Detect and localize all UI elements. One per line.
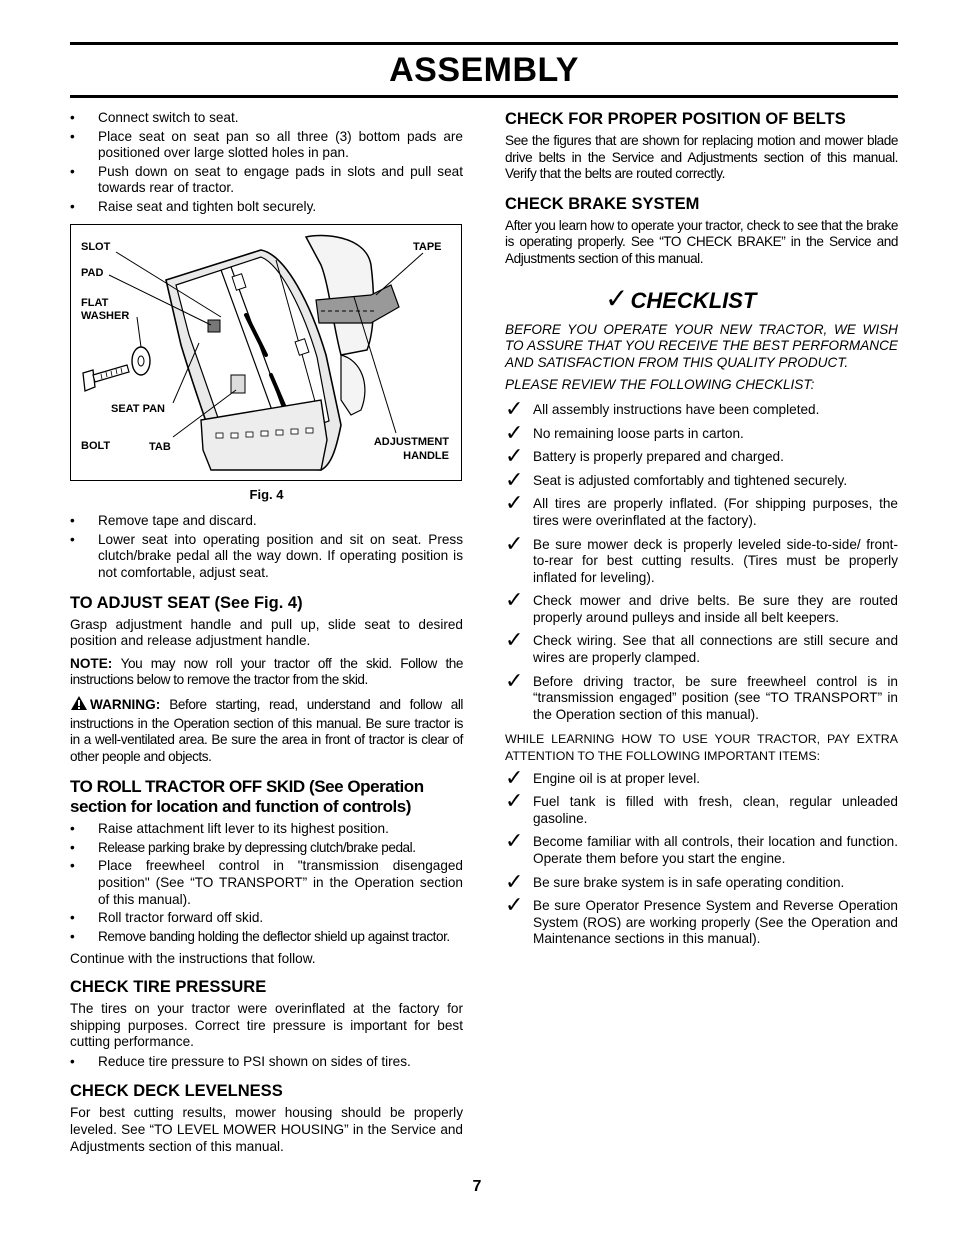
continue-text: Continue with the instructions that follow.	[70, 951, 316, 967]
checklist-item-text: Be sure Operator Presence System and Reverse Operation System (ROS) are working properly (See the Operation and Maintenance sections in this manual).	[533, 898, 898, 947]
adjust-seat-heading: TO ADJUST SEAT (See Fig. 4)	[70, 593, 303, 612]
roll-tractor-heading: TO ROLL TRACTOR OFF SKID (See Operation section for location and function of controls)	[70, 777, 424, 817]
brake-heading: CHECK BRAKE SYSTEM	[505, 194, 700, 213]
checkmark-icon: ✓	[505, 466, 524, 492]
note-paragraph	[70, 656, 463, 689]
list-item: • Roll tractor forward off skid.	[70, 910, 463, 927]
checklist-item	[505, 764, 898, 790]
note-label: NOTE:	[70, 655, 113, 671]
list-item: • Reduce tire pressure to PSI shown on sides of tires.	[70, 1054, 463, 1071]
checklist-item	[505, 395, 898, 421]
figure-caption: Fig. 4	[249, 486, 284, 502]
checklist-item-text: All assembly instructions have been completed.	[533, 401, 820, 417]
list-item: • Release parking brake by depressing clutch/brake pedal.	[70, 840, 463, 857]
deck-levelness-heading: CHECK DECK LEVELNESS	[70, 1082, 283, 1101]
checklist-review: PLEASE REVIEW THE FOLLOWING CHECKLIST:	[505, 377, 815, 393]
belts-text: See the figures that are shown for replacing motion and mower blade drive belts in the Service and Adjustments section of this manual. Verify that the belts are routed correctly.	[505, 133, 898, 182]
roll-tractor-list	[70, 821, 463, 945]
checkmark-icon: ✓	[505, 828, 524, 854]
checklist-item	[505, 443, 898, 469]
tire-pressure-text: The tires on your tractor were overinflated at the factory for shipping purposes. Correct tire pressure is important for best cutting performance.	[70, 1001, 463, 1050]
label-adjustment-1: ADJUSTMENT	[373, 435, 449, 448]
checklist-item-text: Engine oil is at proper level.	[533, 770, 700, 786]
checklist-item-text: Seat is adjusted comfortably and tightened securely.	[533, 472, 848, 488]
checklist-item	[505, 868, 898, 894]
checklist-item	[505, 667, 898, 724]
checkmark-icon: ✓	[505, 443, 524, 469]
list-item: • Lower seat into operating position and sit on seat. Press clutch/brake pedal all the way down. If operating position is not comfortable, adjust seat.	[70, 532, 463, 582]
checklist-item	[505, 788, 898, 827]
belts-heading: CHECK FOR PROPER POSITION OF BELTS	[505, 110, 846, 128]
checkmark-icon: ✓	[505, 395, 524, 421]
checklist-intro: BEFORE YOU OPERATE YOUR NEW TRACTOR, WE WISH TO ASSURE THAT YOU RECEIVE THE BEST PERFORMANCE AND SATISFACTION FROM THIS QUALITY PRODUCT.	[505, 321, 898, 370]
checkmark-icon: ✓	[505, 490, 524, 516]
checkmark-icon: ✓	[505, 788, 524, 814]
checklist-items	[505, 395, 898, 724]
checklist-item	[505, 530, 898, 587]
checklist-item-text: Fuel tank is filled with fresh, clean, regular unleaded gasoline.	[533, 794, 898, 826]
label-bolt: BOLT	[81, 439, 111, 452]
warning-icon	[70, 695, 88, 716]
checklist-item-text: Be sure mower deck is properly leveled side-to-side/ front-to-rear for best cutting results. (Tires must be properly inflated for leveling).	[533, 536, 898, 585]
checklist-item	[505, 490, 898, 529]
checkmark-icon: ✓	[505, 868, 524, 894]
important-items	[505, 764, 898, 948]
label-flat-washer-1: FLAT	[81, 296, 109, 309]
checkmark-icon: ✓	[505, 764, 524, 790]
list-item: • Raise attachment lift lever to its highest position.	[70, 821, 463, 838]
label-flat-washer-2: WASHER	[81, 309, 130, 322]
checkmark-icon: ✓	[505, 530, 524, 556]
list-item: • Place freewheel control in "transmission disengaged position" (See “TO TRANSPORT” in the Operation section of this manual).	[70, 858, 463, 908]
checklist-item	[505, 892, 898, 948]
checklist-item-text: Check mower and drive belts. Be sure they are routed properly around pulleys and inside all belt keepers.	[533, 593, 898, 625]
warning-label: WARNING:	[90, 696, 161, 712]
list-item: • Push down on seat to engage pads in slots and pull seat towards rear of tractor.	[70, 164, 463, 197]
label-slot: SLOT	[81, 240, 111, 253]
label-seat-pan: SEAT PAN	[111, 402, 165, 415]
list-item: • Raise seat and tighten bolt securely.	[70, 199, 463, 216]
list-item: • Remove banding holding the deflector shield up against tractor.	[70, 929, 463, 946]
adjust-seat-text: Grasp adjustment handle and pull up, slide seat to desired position and release adjustment handle.	[70, 616, 463, 649]
right-column	[505, 110, 898, 955]
seat-figure	[70, 224, 462, 481]
seat-install-list	[70, 110, 463, 216]
checkmark-icon: ✓	[505, 667, 524, 693]
header-rule-top	[70, 42, 898, 45]
list-item: • Remove tape and discard.	[70, 513, 463, 530]
checklist-heading	[605, 282, 898, 314]
checklist-title: CHECKLIST	[630, 287, 757, 313]
warning-text: Before starting, read, understand and follow all instructions in the Operation section of this manual. Be sure tractor is in a well-ventilated area. Be sure the area in front of tractor is clear of other people and objects.	[70, 696, 463, 764]
checklist-item	[505, 419, 898, 445]
checklist-item-text: Become familiar with all controls, their location and function. Operate them before you start the engine.	[533, 834, 898, 866]
checklist-item	[505, 587, 898, 626]
header-rule-bottom	[70, 95, 898, 98]
checklist-item	[505, 466, 898, 492]
tire-pressure-heading: CHECK TIRE PRESSURE	[70, 978, 267, 997]
checklist-item	[505, 627, 898, 666]
checklist-item-text: All tires are properly inflated. (For shipping purposes, the tires were overinflated at the factory).	[533, 496, 898, 528]
warning-paragraph	[70, 695, 463, 765]
left-column	[70, 110, 463, 1161]
while-learning-text: WHILE LEARNING HOW TO USE YOUR TRACTOR, PAY EXTRA ATTENTION TO THE FOLLOWING IMPORTANT ITEMS:	[505, 732, 898, 764]
deck-levelness-text: For best cutting results, mower housing should be properly leveled. See “TO LEVEL MOWER HOUSING” in the Service and Adjustments section of this manual.	[70, 1105, 463, 1154]
checklist-item-text: No remaining loose parts in carton.	[533, 425, 744, 441]
label-tab: TAB	[149, 440, 171, 453]
list-item: • Connect switch to seat.	[70, 110, 463, 127]
label-adjustment-2: HANDLE	[403, 449, 449, 462]
page-title: ASSEMBLY	[389, 51, 579, 89]
checkmark-icon: ✓	[505, 627, 524, 653]
label-pad: PAD	[81, 266, 104, 279]
checklist-item-text: Battery is properly prepared and charged.	[533, 449, 784, 465]
checkmark-icon: ✓	[605, 282, 629, 314]
brake-text: After you learn how to operate your tractor, check to see that the brake is operating properly. See “TO CHECK BRAKE” in the Service and Adjustments section of this manual.	[505, 217, 898, 266]
label-tape: TAPE	[413, 240, 442, 253]
checklist-item-text: Before driving tractor, be sure freewheel control is in “transmission engaged” position (see “TO TRANSPORT” in the Operation section of this manual).	[533, 673, 898, 722]
checkmark-icon: ✓	[505, 587, 524, 613]
checkmark-icon: ✓	[505, 419, 524, 445]
checklist-item-text: Be sure brake system is in safe operating condition.	[533, 874, 845, 890]
seat-final-list	[70, 513, 463, 581]
checkmark-icon: ✓	[505, 892, 524, 918]
tire-pressure-list	[70, 1054, 463, 1071]
page-number: 7	[472, 1178, 482, 1195]
note-text: You may now roll your tractor off the skid. Follow the instructions below to remove the tractor from the skid.	[70, 655, 463, 688]
checklist-item	[505, 828, 898, 867]
checklist-item-text: Check wiring. See that all connections are still secure and wires are properly clamped.	[533, 633, 898, 666]
list-item: • Place seat on seat pan so all three (3) bottom pads are positioned over large slotted holes in pan.	[70, 129, 463, 162]
